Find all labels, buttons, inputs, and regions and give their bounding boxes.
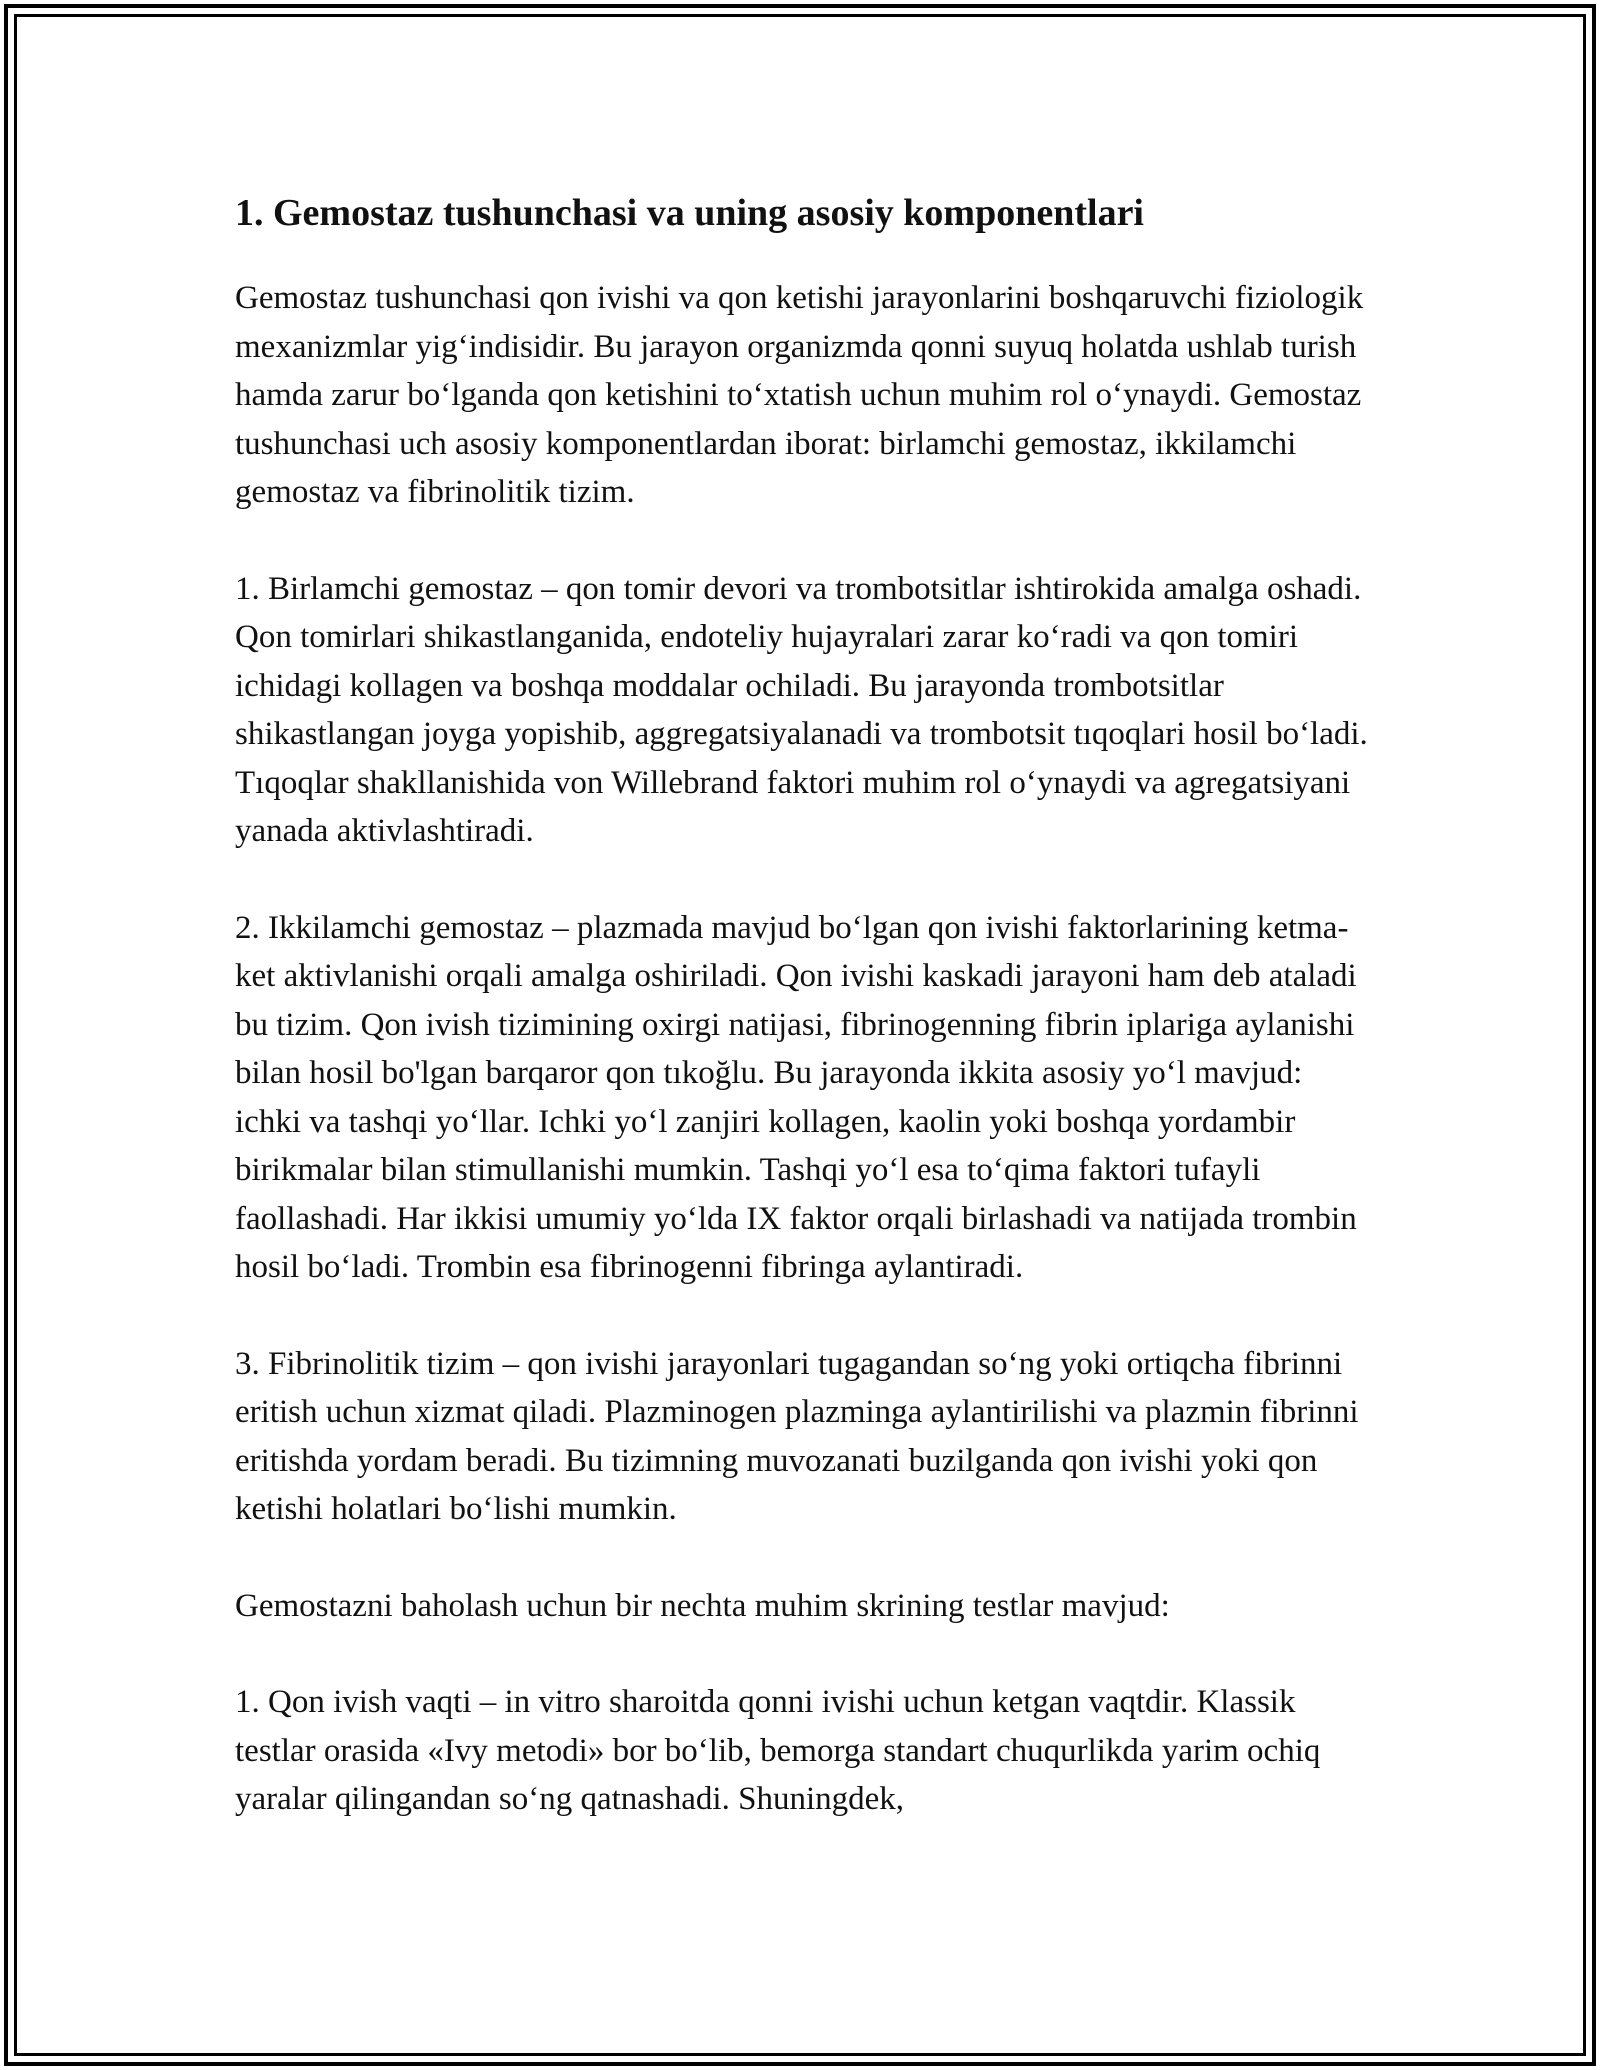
paragraph-screening-tests-intro: Gemostazni baholash uchun bir nechta muhim skrining testlar mavjud: [235,1587,1170,1624]
paragraph-primary-hemostasis: 1. Birlamchi gemostaz – qon tomir devori va trombotsitlar ishtirokida amalga oshadi. Qon tomirlari shikastlanganida, endoteliy hujayralari zarar ko‘radi va qon tomiri ichidagi kollagen va boshqa moddalar ochiladi. Bu jarayonda trombotsitlar shikastlangan joyga yopishib, aggregatsiyalanadi va trombotsit tıqoqlari hosil bo‘ladi. Tıqoqlar shakllanishida von Willebrand faktori muhim rol o‘ynaydi va agregatsiyani yanada aktivlashtiradi. [235,570,1368,849]
document-body [235,186,1375,1824]
paragraph-intro: Gemostaz tushunchasi qon ivishi va qon ketishi jarayonlarini boshqaruvchi fiziologik mexanizmlar yig‘indisidir. Bu jarayon organizmda qonni suyuq holatda ushlab turish hamda zarur bo‘lganda qon ketishini to‘xtatish uchun muhim rol o‘ynaydi. Gemostaz tushunchasi uch asosiy komponentlardan iborat: birlamchi gemostaz, ikkilamchi gemostaz va fibrinolitik tizim. [235,280,1364,510]
paragraph-clotting-time: 1. Qon ivish vaqti – in vitro sharoitda qonni ivishi uchun ketgan vaqtdir. Klassik testlar orasida «Ivy metodi» bor bo‘lib, bemorga standart chuqurlikda yarim ochiq yaralar qilingandan so‘ng qatnashadi. Shuningdek, [235,1684,1321,1817]
paragraph-fibrinolytic-system: 3. Fibrinolitik tizim – qon ivishi jarayonlari tugagandan so‘ng yoki ortiqcha fibrinni eritish uchun xizmat qiladi. Plazminogen plazminga aylantirilishi va plazmin fibrinni eritishda yordam beradi. Bu tizimning muvozanati buzilganda qon ivishi yoki qon ketishi holatlari bo‘lishi mumkin. [235,1345,1359,1527]
paragraph-secondary-hemostasis: 2. Ikkilamchi gemostaz – plazmada mavjud bo‘lgan qon ivishi faktorlarining ketma-ket aktivlanishi orqali amalga oshiriladi. Qon ivishi kaskadi jarayoni ham deb ataladi bu tizim. Qon ivish tizimining oxirgi natijasi, fibrinogenning fibrin iplariga aylanishi bilan hosil bo'lgan barqaror qon tıkoğlu. Bu jarayonda ikkita asosiy yo‘l mavjud: ichki va tashqi yo‘llar. Ichki yo‘l zanjiri kollagen, kaolin yoki boshqa yordambir birikmalar bilan stimullanishi mumkin. Tashqi yo‘l esa to‘qima faktori tufayli faollashadi. Har ikkisi umumiy yo‘lda IX faktor orqali birlashadi va natijada trombin hosil bo‘ladi. Trombin esa fibrinogenni fibringa aylantiradi. [235,909,1357,1285]
section-heading: 1. Gemostaz tushunchasi va uning asosiy komponentlari [235,192,1144,234]
